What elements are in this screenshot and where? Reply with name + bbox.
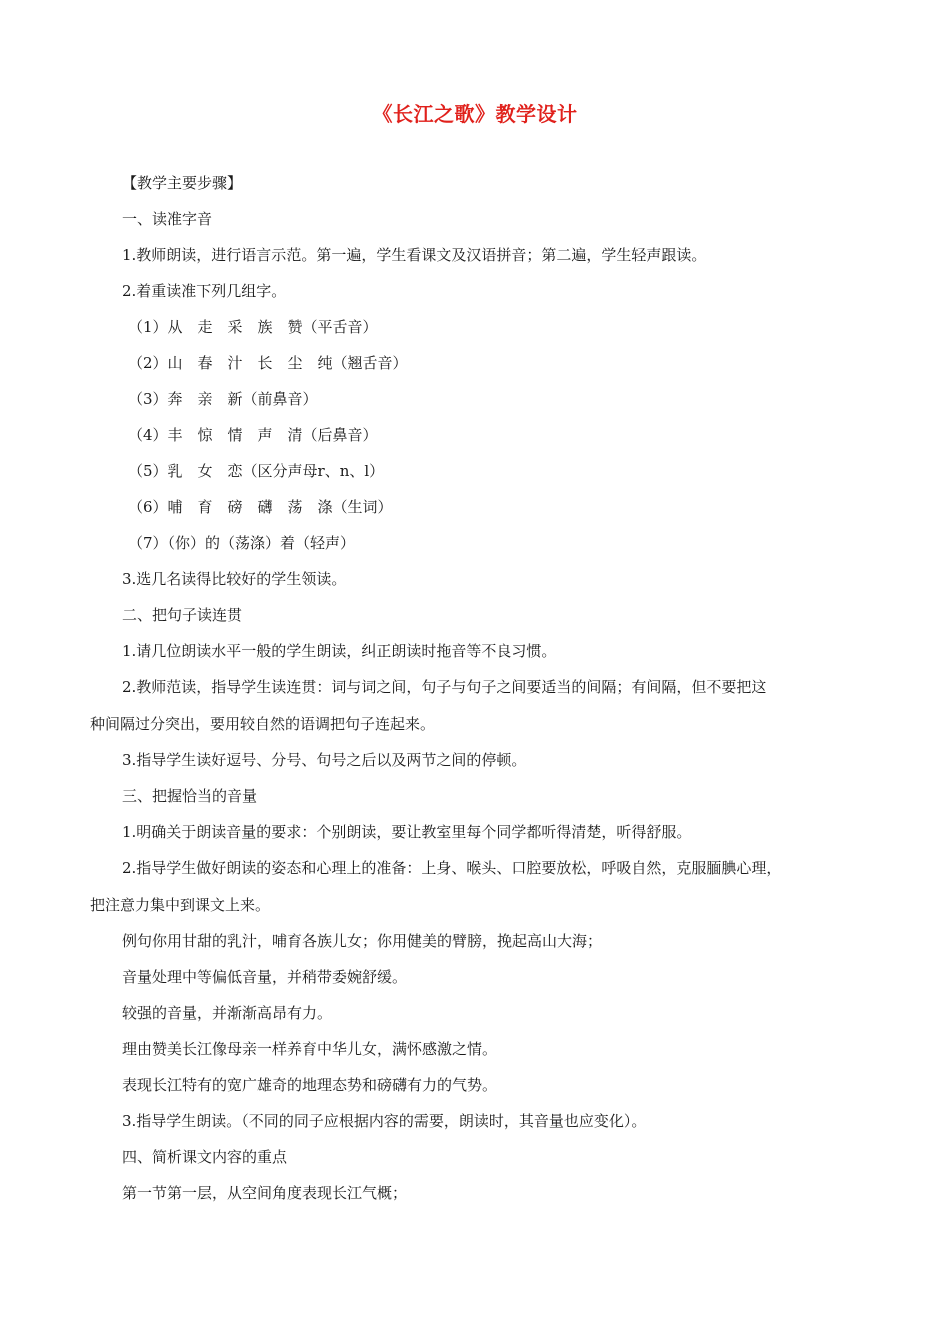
paragraph-line: 3.指导学生读好逗号、分号、句号之后以及两节之间的停顿。 — [122, 751, 527, 769]
paragraph-continuation-line: 把注意力集中到课文上来。 — [90, 896, 271, 914]
section-heading: 四、简析课文内容的重点 — [122, 1148, 288, 1166]
paragraph-line: 较强的音量，并渐渐高昂有力。 — [122, 1004, 333, 1022]
paragraph-line: 第一节第一层，从空间角度表现长江气概； — [122, 1184, 408, 1202]
paragraph-line: 表现长江特有的宽广雄奇的地理态势和磅礴有力的气势。 — [122, 1076, 498, 1094]
section-heading: 【教学主要步骤】 — [122, 174, 243, 192]
paragraph-line: 1.明确关于朗读音量的要求：个别朗读，要让教室里每个同学都听得清楚，听得舒服。 — [122, 823, 692, 841]
paragraph-first-line: 2.指导学生做好朗读的姿态和心理上的准备：上身、喉头、口腔要放松，呼吸自然，克服腼腆心理， — [122, 859, 782, 877]
paragraph-first-line: 2.教师范读，指导学生读连贯：词与词之间，句子与句子之间要适当的间隔；有间隔，但不要把这 — [122, 678, 767, 696]
section-heading: 一、读准字音 — [122, 210, 213, 228]
word-group-line: （1）从 走 采 族 赞（平舌音） — [128, 318, 378, 336]
word-group-line: （4）丰 惊 情 声 清（后鼻音） — [128, 426, 378, 444]
paragraph-line: 音量处理中等偏低音量，并稍带委婉舒缓。 — [122, 968, 408, 986]
paragraph-line: 3.选几名读得比较好的学生领读。 — [122, 570, 347, 588]
paragraph-wrapped — [90, 857, 880, 917]
paragraph-line: 2.着重读准下列几组字。 — [122, 282, 287, 300]
paragraph-line: 例句你用甘甜的乳汁，哺育各族儿女；你用健美的臂膀，挽起高山大海； — [122, 932, 603, 950]
paragraph-line: 1.教师朗读，进行语言示范。第一遍，学生看课文及汉语拼音；第二遍，学生轻声跟读。 — [122, 246, 707, 264]
word-group-line: （2）山 春 汁 长 尘 纯（翘舌音） — [128, 354, 408, 372]
word-group-line: （5）乳 女 恋（区分声母r、n、l） — [128, 462, 385, 480]
paragraph-continuation-line: 种间隔过分突出，要用较自然的语调把句子连起来。 — [90, 715, 436, 733]
document-title: 《长江之歌》教学设计 — [372, 102, 578, 126]
section-heading: 三、把握恰当的音量 — [122, 787, 258, 805]
paragraph-line: 理由赞美长江像母亲一样养育中华儿女，满怀感激之情。 — [122, 1040, 498, 1058]
word-group-line: （3）奔 亲 新（前鼻音） — [128, 390, 318, 408]
word-group-line: （6）哺 育 磅 礴 荡 涤（生词） — [128, 498, 393, 516]
paragraph-wrapped — [90, 676, 880, 736]
paragraph-line: 3.指导学生朗读。（不同的同子应根据内容的需要，朗读时，其音量也应变化）。 — [122, 1112, 647, 1130]
word-group-line: （7）（你）的（荡涤）着（轻声） — [128, 534, 356, 552]
section-heading: 二、把句子读连贯 — [122, 606, 243, 624]
document-body — [90, 172, 880, 1218]
paragraph-line: 1.请几位朗读水平一般的学生朗读，纠正朗读时拖音等不良习惯。 — [122, 642, 557, 660]
